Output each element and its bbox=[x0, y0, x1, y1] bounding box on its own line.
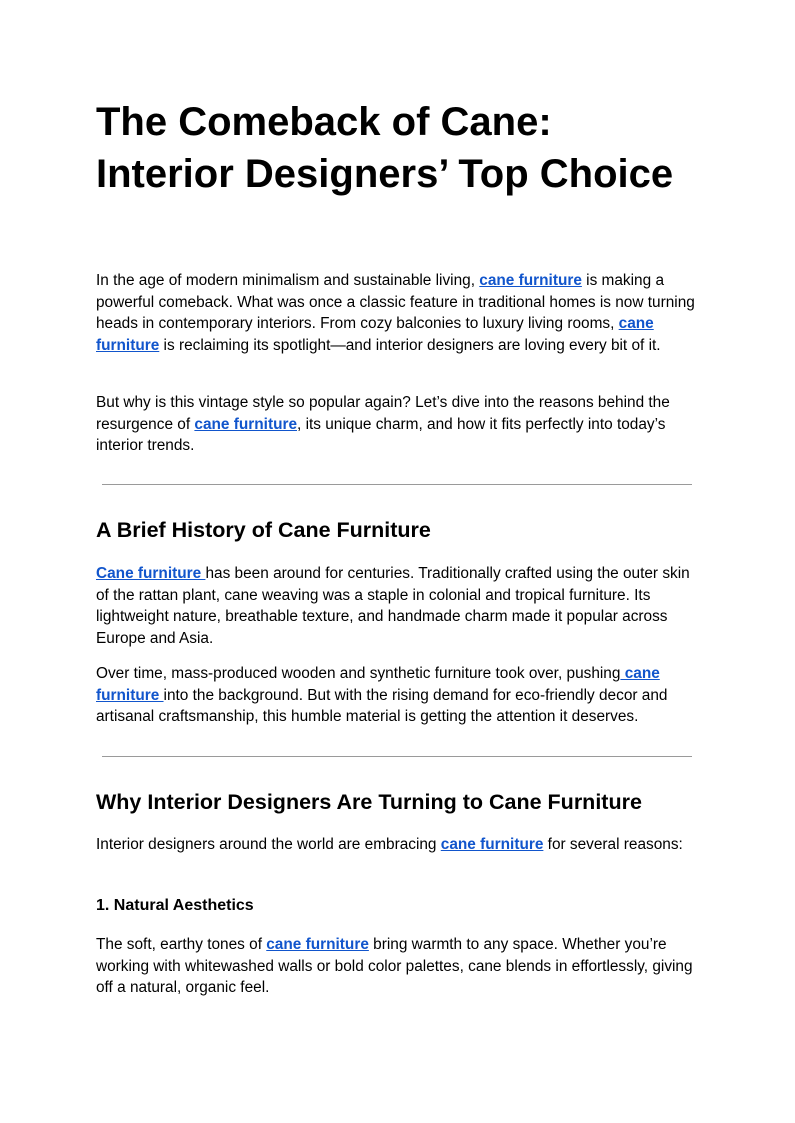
text-run: Interior designers around the world are embracing bbox=[96, 836, 441, 853]
text-run: is reclaiming its spotlight—and interior designers are loving every bit of it. bbox=[159, 336, 661, 354]
text-run: bring warmth to any space. Whether you’re working with whitewashed walls or bold color palettes, cane blends in effortlessly, giving off a natural, organic feel. bbox=[96, 936, 693, 996]
cane-furniture-link[interactable]: cane furniture bbox=[479, 272, 582, 289]
natural-aesthetics-paragraph bbox=[96, 934, 696, 999]
text-run: In the age of modern minimalism and sustainable living, bbox=[96, 272, 480, 289]
title-line-1: The Comeback of Cane: bbox=[96, 100, 552, 144]
natural-aesthetics-heading: 1. Natural Aesthetics bbox=[96, 897, 254, 914]
cane-furniture-link[interactable]: cane furniture bbox=[194, 415, 298, 433]
text-run: is making a powerful comeback. What was once a classic feature in traditional homes is now turning heads in contemporary interiors. From cozy balconies to luxury living rooms, bbox=[96, 272, 695, 332]
text-run: has been around for centuries. Traditionally crafted using the outer skin of the rattan plant, cane weaving was a staple in colonial and tropical furniture. Its lightweight nature, breathable texture, and handmade charm made it popular across Europe and Asia. bbox=[96, 565, 690, 647]
cane-furniture-link[interactable]: cane furniture bbox=[440, 836, 544, 853]
intro-paragraph-1 bbox=[96, 270, 696, 356]
title-line-2: Interior Designers’ Top Choice bbox=[96, 152, 674, 196]
cane-furniture-link[interactable]: Cane furniture bbox=[96, 565, 206, 582]
page-title bbox=[96, 96, 696, 200]
text-run: The soft, earthy tones of bbox=[96, 936, 267, 953]
cane-furniture-link[interactable]: cane furniture bbox=[266, 936, 369, 953]
why-heading: Why Interior Designers Are Turning to Cane Furniture bbox=[96, 790, 642, 814]
history-paragraph-1 bbox=[96, 563, 696, 649]
intro-paragraph-2 bbox=[96, 392, 696, 457]
text-run: But why is this vintage style so popular again? Let’s dive into the reasons behind the resurgence of bbox=[96, 394, 670, 433]
history-heading: A Brief History of Cane Furniture bbox=[96, 518, 431, 542]
cane-furniture-link[interactable]: cane furniture bbox=[96, 315, 654, 354]
text-run: Over time, mass-produced wooden and synthetic furniture took over, pushing bbox=[96, 665, 621, 682]
section-divider bbox=[102, 484, 692, 485]
cane-furniture-link[interactable]: cane furniture bbox=[96, 665, 660, 704]
section-divider bbox=[102, 756, 692, 757]
text-run: , its unique charm, and how it fits perfectly into today’s interior trends. bbox=[96, 415, 666, 454]
text-run: for several reasons: bbox=[543, 836, 683, 853]
text-run: into the background. But with the rising demand for eco-friendly decor and artisanal craftsmanship, this humble material is getting the attention it deserves. bbox=[96, 686, 668, 725]
history-paragraph-2 bbox=[96, 663, 696, 728]
why-paragraph-1 bbox=[96, 834, 696, 856]
